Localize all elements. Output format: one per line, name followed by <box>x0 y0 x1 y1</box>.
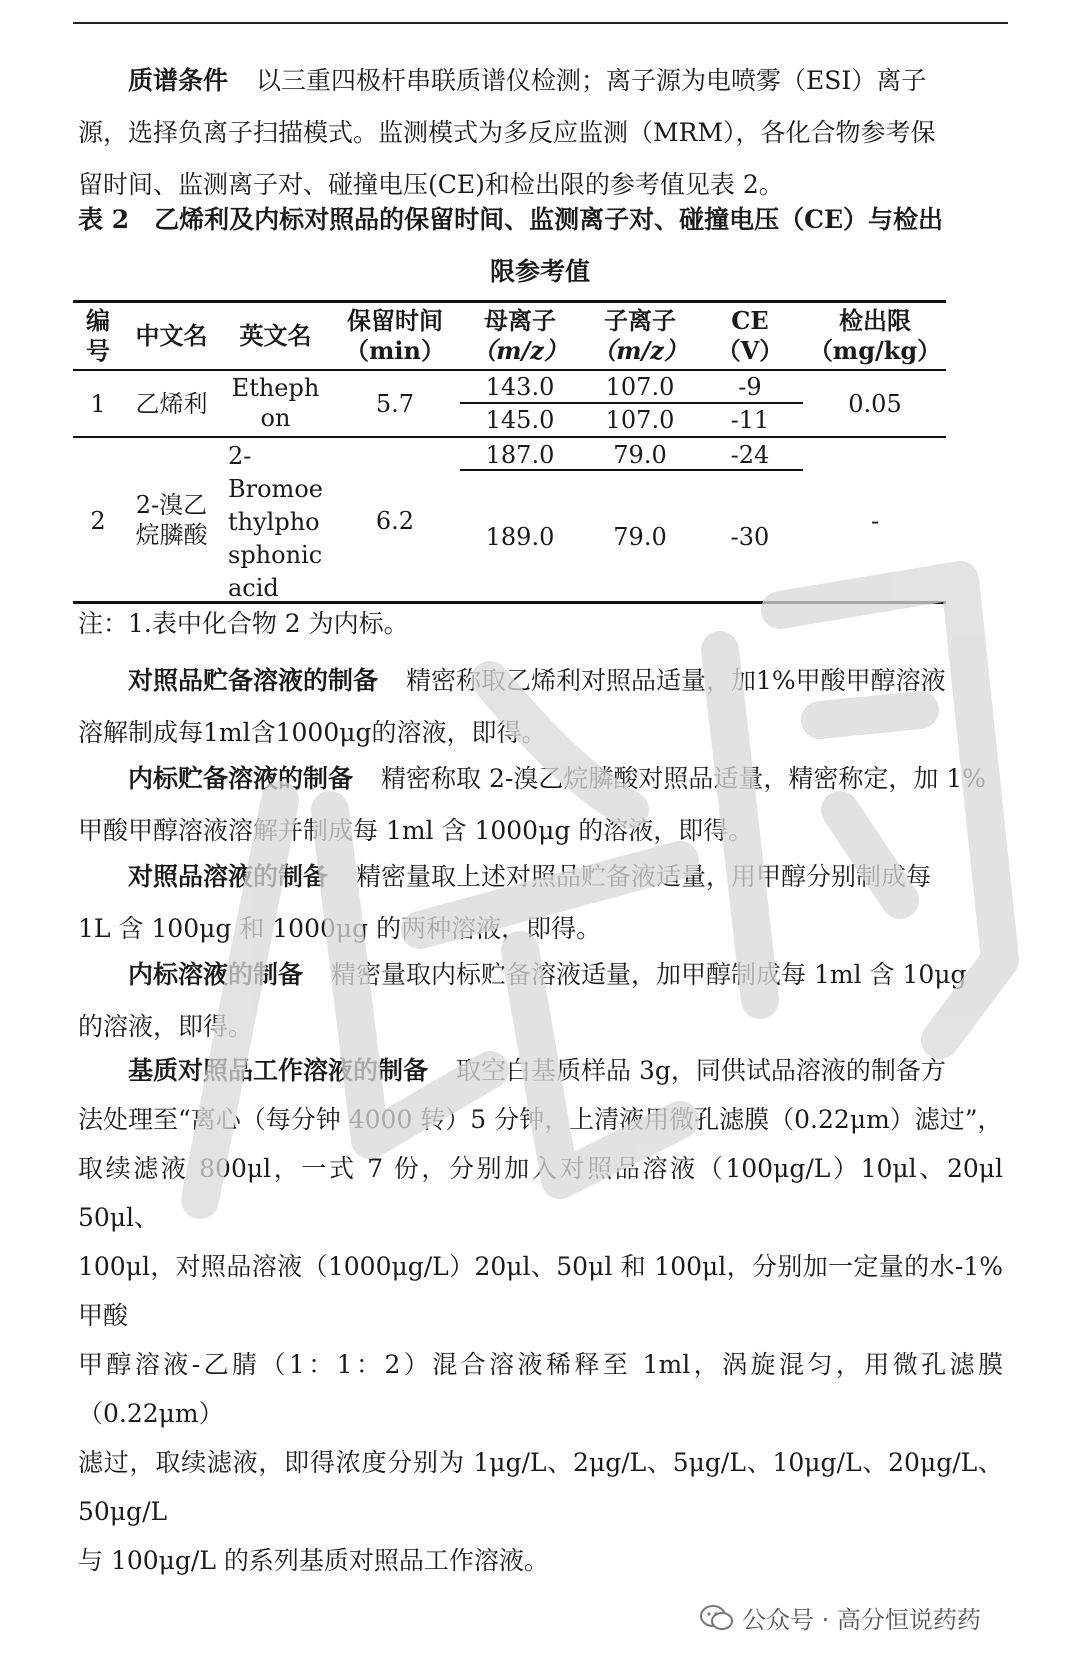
ms-conditions-paragraph <box>78 55 1003 211</box>
ref-solution-paragraph <box>78 851 1003 955</box>
matrix-text-7: 与 100μg/L 的系列基质对照品工作溶液。 <box>78 1546 549 1575</box>
footer-account-text: 公众号 · 高分恒说药药 <box>742 1606 981 1634</box>
table-caption: 表 2 乙烯利及内标对照品的保留时间、监测离子对、碰撞电压（CE）与检出 <box>78 205 944 234</box>
row2-daughter-b: 79.0 <box>613 523 667 551</box>
stock-solution-title: 对照品贮备溶液的制备 <box>128 666 379 695</box>
row1-inner-rule <box>460 402 803 404</box>
is-stock-text-2: 甲酸甲醇溶液溶解并制成每 1ml 含 1000μg 的溶液，即得。 <box>78 816 754 845</box>
row1-daughter-a: 107.0 <box>605 373 675 401</box>
row1-rt: 5.7 <box>375 390 415 418</box>
ref-solution-title: 对照品溶液的制备 <box>128 862 329 891</box>
row2-daughter-a: 79.0 <box>613 441 667 469</box>
row1-ce-b: -11 <box>730 406 770 434</box>
header-lod: 检出限 （mg/kg） <box>808 306 942 365</box>
row-separator <box>73 436 946 438</box>
row2-rt: 6.2 <box>375 507 415 535</box>
header-retention-time: 保留时间 （min） <box>345 306 445 365</box>
header-rule <box>73 22 1008 24</box>
stock-solution-paragraph <box>78 655 1003 759</box>
table-note: 注：1.表中化合物 2 为内标。 <box>78 609 409 638</box>
ref-solution-text-1: 精密量取上述对照品贮备液适量，用甲醇分别制成每 <box>356 862 932 891</box>
header-en-name: 英文名 <box>239 321 312 350</box>
stock-solution-text-1: 精密称取乙烯利对照品适量，加1%甲酸甲醇溶液 <box>406 666 946 695</box>
row1-en-name: Etheph on <box>231 374 320 432</box>
footer-source <box>700 1600 981 1635</box>
ms-conditions-title: 质谱条件 <box>128 66 229 95</box>
row1-daughter-b: 107.0 <box>605 406 675 434</box>
ref-solution-text-2: 1L 含 100μg 和 1000μg 的两种溶液，即得。 <box>78 914 602 943</box>
row2-en-name: 2- Bromoe thylpho sphonic acid <box>228 442 323 602</box>
matrix-solution-paragraph <box>78 1046 1003 1585</box>
row2-lod: - <box>870 507 880 535</box>
header-ce: CE （V） <box>716 306 784 365</box>
header-parent-ion: 母离子 （m/z） <box>472 306 568 365</box>
row1-ce-a: -9 <box>738 373 762 401</box>
row1-parent-a: 143.0 <box>485 373 555 401</box>
row2-parent-a: 187.0 <box>485 441 555 469</box>
stock-solution-text-2: 溶解制成每1ml含1000μg的溶液，即得。 <box>78 718 547 747</box>
is-stock-text-1: 精密称取 2-溴乙烷膦酸对照品适量，精密称定，加 1% <box>381 764 986 793</box>
row2-no: 2 <box>90 507 106 535</box>
row1-parent-b: 145.0 <box>485 406 555 434</box>
row2-cn-name: 2-溴乙 烷膦酸 <box>135 491 208 549</box>
is-stock-title: 内标贮备溶液的制备 <box>128 764 354 793</box>
header-cn-name: 中文名 <box>135 321 208 350</box>
wechat-icon <box>700 1605 734 1631</box>
table-caption-cont: 限参考值 <box>489 257 590 286</box>
matrix-text-1: 取空白基质样品 3g，同供试品溶液的制备方 <box>456 1056 946 1085</box>
is-solution-paragraph <box>78 949 1003 1053</box>
matrix-text-3: 取续滤液 800μl，一式 7 份，分别加入对照品溶液（100μg/L）10μl、20μl 50μl、 <box>78 1154 1003 1232</box>
is-solution-title: 内标溶液的制备 <box>128 960 304 989</box>
header-daughter-ion: 子离子 （m/z） <box>592 306 688 365</box>
row1-cn-name: 乙烯利 <box>135 390 208 418</box>
row2-ce-b: -30 <box>730 523 770 551</box>
header-no: 编 号 <box>86 306 110 365</box>
is-stock-paragraph <box>78 753 1003 857</box>
table-header-rule <box>73 369 946 371</box>
is-solution-text-2: 的溶液，即得。 <box>78 1012 254 1041</box>
row1-no: 1 <box>90 390 106 418</box>
matrix-solution-title: 基质对照品工作溶液的制备 <box>128 1056 429 1085</box>
matrix-text-6: 滤过，取续滤液，即得浓度分别为 1μg/L、2μg/L、5μg/L、10μg/L、20μg/L、50μg/L <box>78 1448 1003 1526</box>
matrix-text-5: 甲醇溶液-乙腈（1：1：2）混合溶液稀释至 1ml，涡旋混匀，用微孔滤膜（0.22μm） <box>78 1350 1003 1428</box>
table-top-rule <box>73 300 946 303</box>
ms-conditions-text-2: 源，选择负离子扫描模式。监测模式为多反应监测（MRM），各化合物参考保 <box>78 118 936 147</box>
row1-lod: 0.05 <box>848 390 902 418</box>
matrix-text-4: 100μl，对照品溶液（1000μg/L）20μl、50μl 和 100μl，分别加一定量的水-1%甲酸 <box>78 1252 1003 1330</box>
matrix-text-2: 法处理至“离心（每分钟 4000 转）5 分钟，上清液用微孔滤膜（0.22μm）滤过”， <box>78 1105 1003 1134</box>
row2-parent-b: 189.0 <box>485 523 555 551</box>
ms-conditions-text-1: 以三重四极杆串联质谱仪检测；离子源为电喷雾（ESI）离子 <box>256 66 927 95</box>
is-solution-text-1: 精密量取内标贮备溶液适量，加甲醇制成每 1ml 含 10μg <box>331 960 967 989</box>
row2-ce-a: -24 <box>730 441 770 469</box>
ms-conditions-text-3: 留时间、监测离子对、碰撞电压(CE)和检出限的参考值见表 2。 <box>78 170 784 199</box>
